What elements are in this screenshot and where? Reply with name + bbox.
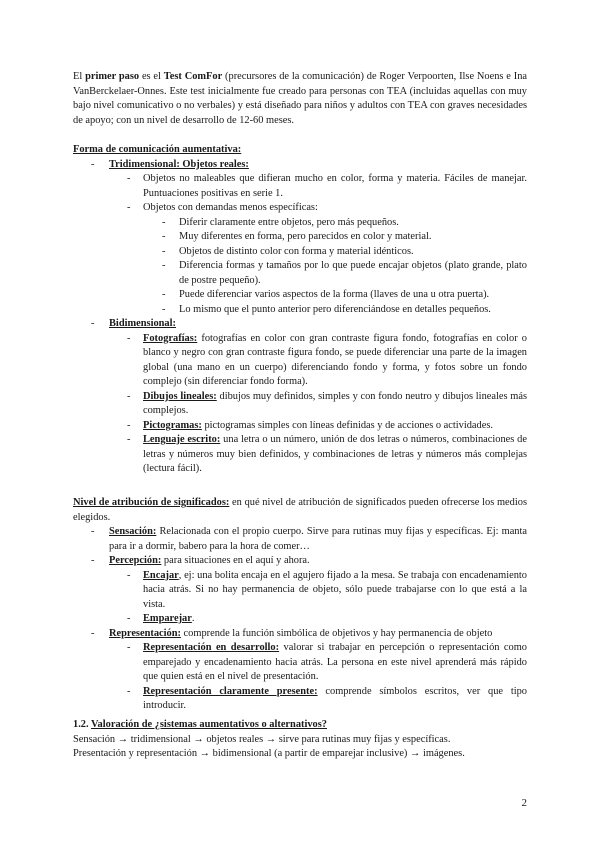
dash-bullet: - (162, 245, 166, 257)
dash-bullet: - (127, 434, 131, 445)
list-item-text: comprende la función simbólica de objetivos y hay permanencia de objeto (180, 627, 493, 639)
dash-bullet: - (91, 318, 95, 329)
list-item-text: Objetos de distinto color con forma y material idénticos. (179, 245, 414, 257)
encajar-label: Encajar (143, 569, 179, 581)
intro-text: es el (139, 71, 164, 82)
list-item-text: . (191, 613, 195, 624)
list-item-text: una letra o un número, unión de dos letras o números, combinaciones de letras y números muy bien definidos, y combinaciones de letras y números más complejas (lectura fácil). (143, 434, 527, 474)
list-item (73, 245, 527, 260)
list-item-text: pictogramas simples con líneas definidas y de acciones o actividades. (201, 419, 493, 431)
list-item-text: Lo mismo que el punto anterior pero diferenciándose en detalles pequeños. (179, 303, 491, 315)
list-item-text: valorar si trabajar en percepción o representación como emparejado y encadenamiento hacia atrás. La persona en este nivel aprenderá más rápido que quien está en el nivel de presentación. (143, 642, 527, 682)
dash-bullet: - (127, 332, 131, 344)
forma-list (73, 158, 527, 477)
summary-line: Presentación y representación → bidimensional (a partir de emparejar inclusive) → imágenes. (73, 748, 465, 759)
dash-bullet: - (162, 303, 166, 315)
list-item (73, 332, 527, 390)
nivel-heading: Nivel de atribución de significados: (73, 497, 230, 508)
nivel-heading-text: en qué nivel de atribución de significados pueden ofrecerse los medios elegidos. (73, 497, 527, 523)
intro-bold-primer-paso: primer paso (85, 71, 140, 82)
intro-bold-test-comfor: Test ComFor (163, 71, 223, 82)
section-number: 1.2. (73, 719, 91, 730)
dash-bullet: - (127, 642, 131, 653)
summary-line: Sensación → tridimensional → objetos reales → sirve para rutinas muy fijas y específicas. (73, 733, 451, 745)
dash-bullet: - (91, 627, 95, 639)
representacion-presente-label: Representación claramente presente: (143, 685, 318, 697)
list-item (73, 627, 527, 642)
dash-bullet: - (162, 260, 166, 271)
list-item (73, 554, 527, 569)
nivel-list (73, 525, 527, 714)
list-item (73, 433, 527, 477)
list-item (73, 612, 527, 627)
tridimensional-label: Tridimensional: Objetos reales: (109, 158, 249, 170)
list-item (73, 390, 527, 419)
nivel-intro (73, 496, 527, 525)
list-item (73, 158, 527, 173)
list-item-text: Objetos con demandas menos específicas: (143, 202, 318, 213)
list-item (73, 230, 527, 245)
dash-bullet: - (91, 555, 95, 566)
dash-bullet: - (91, 526, 95, 537)
section-2-heading (73, 718, 527, 733)
list-item (73, 525, 527, 554)
lenguaje-escrito-label: Lenguaje escrito: (143, 434, 221, 445)
representacion-desarrollo-label: Representación en desarrollo: (143, 642, 280, 653)
intro-text: (precursores de la comunicación) de Roger Verpoorten, Ilse Noens e Ina VanBerckelaer-Onnes. Este test inicialmente fue creado para personas con TEA (incluidas aquellas con muy bajo nivel comunicativo o no verbales) y está diseñado para niños y adultos con TEA con graves necesidades de apoyo; con un nivel de desarrollo de 12-60 meses. (73, 71, 528, 126)
pictogramas-label: Pictogramas: (143, 419, 202, 431)
nivel-section (73, 496, 527, 714)
list-item-text: fotografías en color con gran contraste figura fondo, fotografías en color o blanco y negro con gran contraste figura fondo, se puede diferenciar una parte de la imagen global (una mano en un cuerpo) diferenciando fondo y forma, y fotos sobre un fondo complejo (sin diferenciar fondo forma). (143, 332, 527, 387)
dash-bullet: - (162, 231, 166, 242)
page-number: 2 (521, 797, 527, 809)
dash-bullet: - (127, 390, 131, 402)
emparejar-label: Emparejar (143, 613, 192, 624)
list-item-text: Diferir claramente entre objetos, pero más pequeños. (179, 216, 399, 228)
list-item-text: Muy diferentes en forma, pero parecidos en color y material. (179, 231, 432, 242)
list-item (73, 172, 527, 201)
list-item-text: para situaciones en el aquí y ahora. (161, 555, 310, 566)
list-item-text: Diferencia formas y tamaños por lo que puede encajar objetos (plato grande, plato de postre pequeño). (179, 260, 527, 286)
list-item (73, 216, 527, 231)
dibujos-label: Dibujos lineales: (143, 390, 217, 402)
list-item (73, 259, 527, 288)
list-item-text: comprende símbolos escritos, ver que tipo introducir. (143, 685, 528, 711)
list-item (73, 569, 527, 613)
list-item-text: Puede diferenciar varios aspectos de la forma (llaves de una u otra puerta). (179, 289, 490, 300)
sensacion-label: Sensación: (109, 526, 157, 537)
dash-bullet: - (91, 158, 95, 170)
list-item (73, 419, 527, 434)
list-item (73, 288, 527, 303)
section-1-2 (73, 718, 527, 762)
dash-bullet: - (127, 613, 131, 624)
list-item (73, 685, 527, 714)
list-item (73, 317, 527, 332)
list-item-text: dibujos muy definidos, simples y con fondo neutro y dibujos lineales más complejos. (143, 390, 528, 416)
list-item (73, 201, 527, 216)
percepcion-label: Percepción: (109, 555, 162, 566)
fotografias-label: Fotografías: (143, 332, 198, 344)
dash-bullet: - (127, 419, 131, 431)
forma-heading: Forma de comunicación aumentativa: (73, 144, 242, 155)
intro-paragraph (73, 70, 527, 128)
dash-bullet: - (127, 173, 131, 184)
list-item (73, 641, 527, 685)
list-item-text: Objetos no maleables que difieran mucho en color, forma y materia. Fáciles de manejar. Puntuaciones positivas en serie 1. (143, 173, 527, 199)
dash-bullet: - (127, 202, 131, 213)
list-item-text: Relacionada con el propio cuerpo. Sirve para rutinas muy fijas y específicas. Ej: manta para ir a dormir, babero para la hora de comer… (109, 526, 527, 552)
bidimensional-label: Bidimensional: (109, 318, 176, 329)
list-item (73, 303, 527, 318)
dash-bullet: - (162, 216, 166, 228)
intro-text: El (73, 71, 86, 82)
representacion-label: Representación: (109, 627, 181, 639)
dash-bullet: - (127, 685, 131, 697)
section-title: Valoración de ¿sistemas aumentativos o alternativos? (91, 719, 327, 730)
dash-bullet: - (127, 569, 131, 581)
list-item-text: , ej: una bolita encaja en el agujero fijado a la mesa. Se trabaja con encadenamiento hacia atrás. Si no hay permanencia de objeto, sólo puede trabajarse con lo que está a la vista. (143, 569, 527, 610)
forma-section (73, 143, 527, 477)
dash-bullet: - (162, 289, 166, 300)
